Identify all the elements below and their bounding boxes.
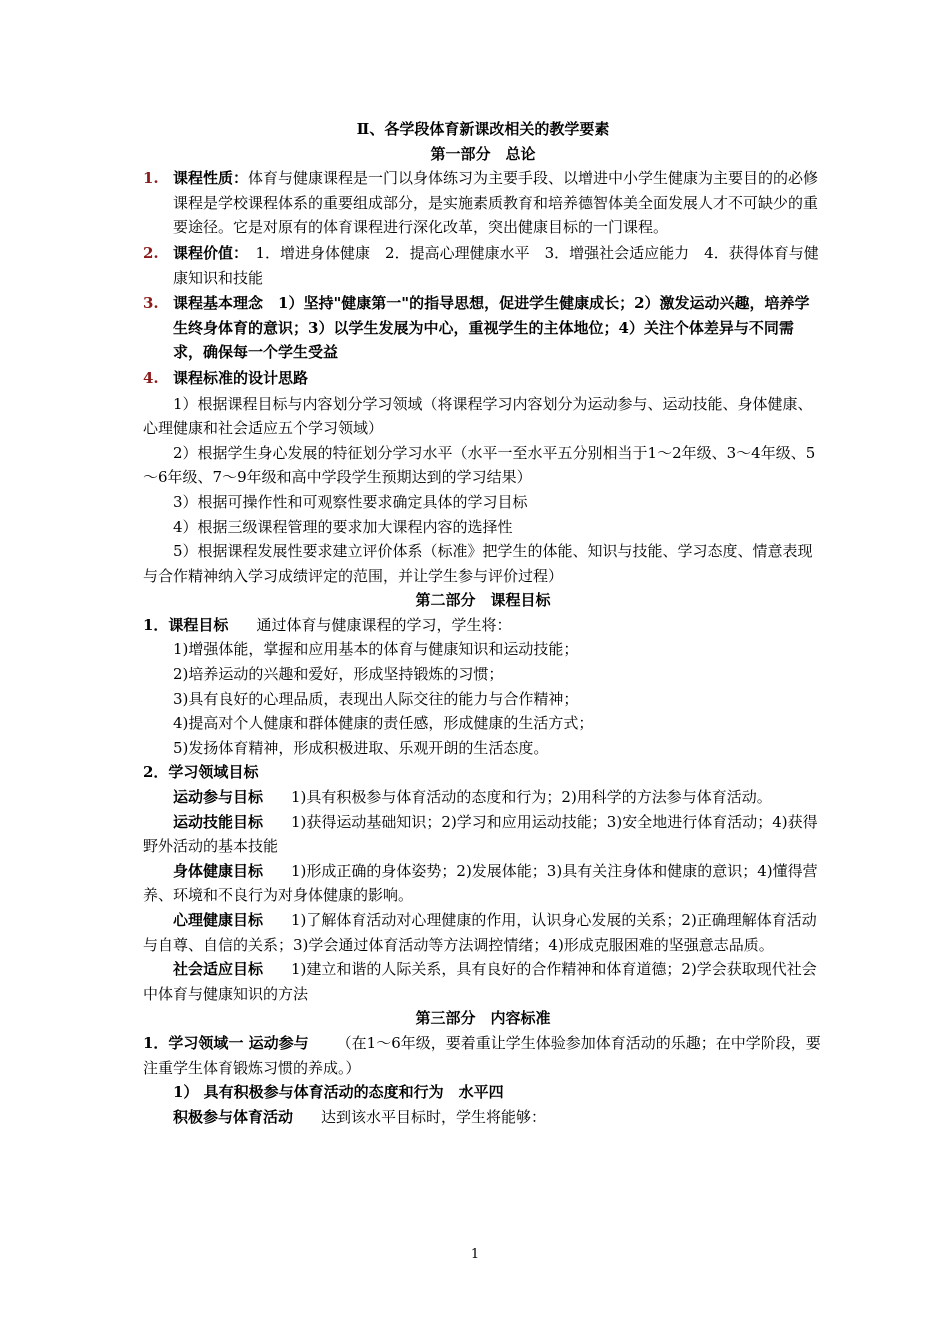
domain1-line <box>143 1031 823 1080</box>
domain-goal-label: 身体健康目标 <box>173 861 264 880</box>
domain-goal-label: 运动技能目标 <box>173 812 264 831</box>
item-number: 2. <box>143 243 159 262</box>
item-course-philosophy <box>143 291 823 365</box>
item-text: 1．增进身体健康 2．提高心理健康水平 3．增强社会适应能力 4．获得体育与健康知识和技能 <box>173 243 819 287</box>
domain-goal <box>143 859 823 908</box>
design-point: 3）根据可操作性和可观察性要求确定具体的学习目标 <box>173 492 528 511</box>
domain-goal-text: 1)形成正确的身体姿势；2)发展体能；3)具有关注身体和健康的意识；4)懂得营养、环境和不良行为对身体健康的影响。 <box>143 861 818 905</box>
domain-goal-label: 运动参与目标 <box>173 788 264 807</box>
item-design-ideas <box>143 366 823 391</box>
sub-line <box>143 1105 823 1130</box>
goal-item: 3)具有良好的心理品质，表现出人际交往的能力与合作精神； <box>173 689 579 708</box>
domain-goal <box>143 908 823 957</box>
item-number: 4. <box>143 368 159 387</box>
domain-goal-label: 社会适应目标 <box>173 960 264 979</box>
item-label: 课程价值： <box>173 243 241 262</box>
domain-goal-text: 1)获得运动基础知识；2)学习和应用运动技能；3)安全地进行体育活动；4)获得野外活动的基本技能 <box>143 812 818 856</box>
domain-goal-text: 1)了解体育活动对心理健康的作用，认识身心发展的关系；2)正确理解体育活动与自尊、自信的关系；3)学会通过体育活动等方法调控情绪；4)形成克服困难的坚强意志品质。 <box>143 911 817 954</box>
item-number: 3. <box>143 294 159 313</box>
item-label: 课程基本理念 <box>173 294 264 313</box>
course-goal-line <box>143 613 823 638</box>
item-label: 课程标准的设计思路 <box>173 368 309 387</box>
part3-heading: 第三部分 内容标准 <box>415 1009 551 1028</box>
design-point: 2）根据学生身心发展的特征划分学习水平（水平一至水平五分别相当于1～2年级、3～4年级、5～6年级、7～9年级和高中学段学生预期达到的学习结果） <box>143 443 816 487</box>
item-label: 课程性质： <box>173 169 249 188</box>
learning-domain-label: 2．学习领域目标 <box>143 763 259 782</box>
part1-heading: 第一部分 总论 <box>430 144 536 163</box>
part2-heading: 第二部分 课程目标 <box>415 591 551 610</box>
domain-goal <box>143 785 823 810</box>
domain-goal-label: 心理健康目标 <box>173 911 264 929</box>
course-goal-label: 1．课程目标 <box>143 615 229 634</box>
domain-goal <box>143 957 823 1006</box>
item-course-nature <box>143 166 823 240</box>
goal-item: 4)提高对个人健康和群体健康的责任感，形成健康的生活方式； <box>173 714 594 733</box>
item-course-value <box>143 241 823 290</box>
item-text: 1）坚持"健康第一"的指导思想，促进学生健康成长；2）激发运动兴趣，培养学生终身体育的意识；3）以学生发展为中心，重视学生的主体地位；4）关注个体差异与不同需求，确保每一个学生受益 <box>173 294 810 362</box>
sub-text: 达到该水平目标时，学生将能够： <box>321 1107 547 1126</box>
page-number: 1 <box>470 1247 480 1262</box>
document-body <box>143 117 823 1129</box>
domain1-label: 1．学习领域一 运动参与 <box>143 1033 309 1052</box>
domain-goal <box>143 810 823 859</box>
domain1-text: （在1～6年级，要着重让学生体验参加体育活动的乐趣；在中学阶段，要注重学生体育锻炼习惯的养成。） <box>143 1033 821 1077</box>
design-point: 4）根据三级课程管理的要求加大课程内容的选择性 <box>173 517 513 536</box>
item-number: 1. <box>143 169 159 188</box>
sub-label: 积极参与体育活动 <box>173 1107 294 1126</box>
design-point: 1）根据课程目标与内容划分学习领域（将课程学习内容划分为运动参与、运动技能、身体健康、心理健康和社会适应五个学习领域） <box>143 394 813 438</box>
item-text: 体育与健康课程是一门以身体练习为主要手段、以增进中小学生健康为主要目的的必修课程是学校课程体系的重要组成部分，是实施素质教育和培养德智体美全面发展人才不可缺少的重要途径。它是对原有的体育课程进行深化改革，突出健康目标的一门课程。 <box>173 169 819 237</box>
goal-item: 2)培养运动的兴趣和爱好，形成坚持锻炼的习惯； <box>173 665 504 684</box>
goal-item: 1)增强体能，掌握和应用基本的体育与健康知识和运动技能； <box>173 640 579 659</box>
course-goal-intro: 通过体育与健康课程的学习，学生将： <box>256 615 512 634</box>
document-title: Ⅱ、各学段体育新课改相关的教学要素 <box>356 120 610 138</box>
sub-heading: 1） 具有积极参与体育活动的态度和行为 水平四 <box>173 1083 504 1102</box>
domain-goal-text: 1)建立和谐的人际关系，具有良好的合作精神和体育道德；2)学会获取现代社会中体育与健康知识的方法 <box>143 960 817 1003</box>
goal-item: 5)发扬体育精神，形成积极进取、乐观开朗的生活态度。 <box>173 738 549 757</box>
domain-goal-text: 1)具有积极参与体育活动的态度和行为；2)用科学的方法参与体育活动。 <box>291 788 772 807</box>
design-point: 5）根据课程发展性要求建立评价体系（标准》把学生的体能、知识与技能、学习态度、情意表现与合作精神纳入学习成绩评定的范围，并让学生参与评价过程） <box>143 542 813 585</box>
